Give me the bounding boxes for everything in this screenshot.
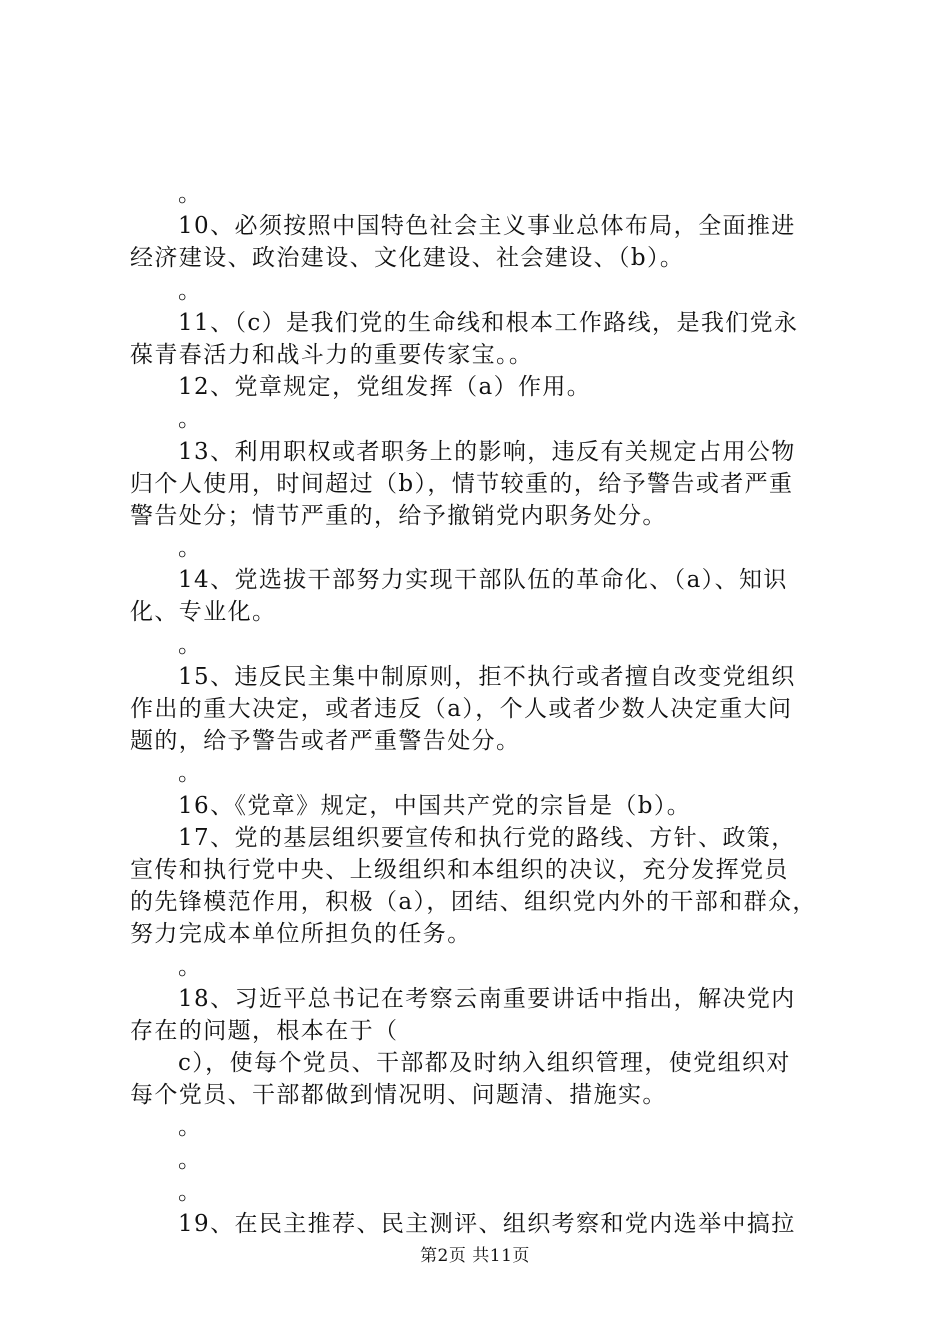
spacer-mark: 。 <box>178 1146 203 1173</box>
text-line: 题的，给予警告或者严重警告处分。 <box>130 728 521 755</box>
text-line: 作出的重大决定，或者违反（a），个人或者少数人决定重大问 <box>130 696 793 722</box>
spacer-mark: 。 <box>178 277 203 304</box>
text-line: 16、《党章》规定，中国共产党的宗旨是（b）。 <box>178 792 692 819</box>
text-line: 的先锋模范作用，积极（a），团结、组织党内外的干部和群众， <box>130 889 817 916</box>
spacer-mark: 。 <box>178 181 203 207</box>
text-line: 警告处分；情节严重的，给予撤销党内职务处分。 <box>130 502 667 529</box>
document-body <box>130 178 850 1240</box>
text-line: c），使每个党员、干部都及时纳入组织管理，使党组织对 <box>178 1050 791 1077</box>
text-line: 19、在民主推荐、民主测评、组织考察和党内选举中搞拉 <box>178 1211 796 1237</box>
text-line: 葆青春活力和战斗力的重要传家宝。。 <box>130 341 534 368</box>
text-line: 17、党的基层组织要宣传和执行党的路线、方针、政策， <box>178 824 796 851</box>
text-line: 10、必须按照中国特色社会主义事业总体布局，全面推进 <box>178 213 796 240</box>
text-line: 努力完成本单位所担负的任务。 <box>130 921 472 948</box>
text-line: 18、习近平总书记在考察云南重要讲话中指出，解决党内 <box>178 985 796 1012</box>
text-line: 存在的问题，根本在于（ <box>130 1017 399 1044</box>
text-line: 14、党选拔干部努力实现干部队伍的革命化、（a）、知识 <box>178 567 788 594</box>
text-line: 化、专业化。 <box>130 599 277 626</box>
text-line: 11、（c）是我们党的生命线和根本工作路线，是我们党永 <box>178 309 799 336</box>
spacer-mark: 。 <box>178 535 203 562</box>
text-line: 宣传和执行党中央、上级组织和本组织的决议，充分发挥党员 <box>130 856 789 883</box>
text-line: 每个党员、干部都做到情况明、问题清、措施实。 <box>130 1082 667 1109</box>
text-line: 15、违反民主集中制原则，拒不执行或者擅自改变党组织 <box>178 663 796 690</box>
spacer-mark: 。 <box>178 953 203 980</box>
text-line: 12、党章规定，党组发挥（a）作用。 <box>178 374 592 401</box>
page-footer: 第2页 共11页 <box>420 1246 530 1266</box>
text-line: 归个人使用，时间超过（b），情节较重的，给予警告或者严重 <box>130 470 794 497</box>
spacer-mark: 。 <box>178 1178 203 1205</box>
spacer-mark: 。 <box>178 1114 203 1141</box>
spacer-mark: 。 <box>178 406 203 433</box>
spacer-mark: 。 <box>178 760 203 787</box>
text-line: 经济建设、政治建设、文化建设、社会建设、（b）。 <box>130 245 685 272</box>
text-line: 13、利用职权或者职务上的影响，违反有关规定占用公物 <box>178 438 796 465</box>
spacer-mark: 。 <box>178 631 203 658</box>
